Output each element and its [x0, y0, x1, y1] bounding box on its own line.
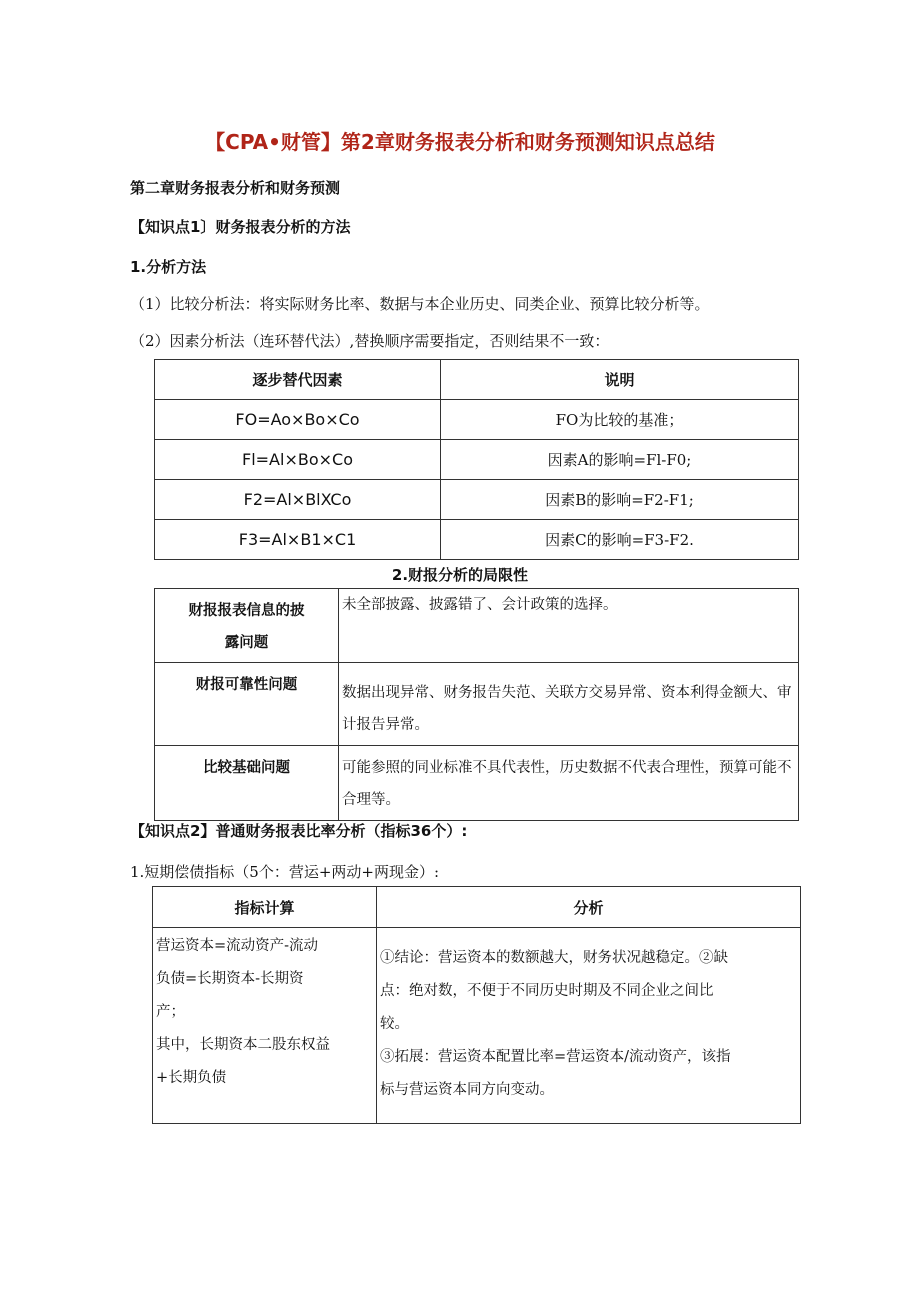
document-title: 【CPA•财管】第2章财务报表分析和财务预测知识点总结 — [205, 130, 715, 154]
factor-substitution-table — [154, 359, 799, 560]
limitation-label: 比较基础问题 — [155, 746, 339, 821]
formula-cell: FO=Ao×Bo×Co — [155, 400, 441, 440]
column-header: 分析 — [377, 887, 801, 928]
table-row — [155, 746, 799, 821]
formula-cell: F3=Al×B1×C1 — [155, 520, 441, 560]
comparison-method-text: （1）比较分析法：将实际财务比率、数据与本企业历史、同类企业、预算比较分析等。 — [130, 295, 710, 313]
short-term-solvency-heading: 1.短期偿债指标（5个：营运+两动+两现金）: — [130, 863, 440, 881]
knowledge-point-1-heading: 【知识点1〕财务报表分析的方法 — [130, 218, 351, 236]
formula-cell: Fl=Al×Bo×Co — [155, 440, 441, 480]
table-header-row — [153, 887, 801, 928]
limitation-label: 财报报表信息的披 露问题 — [155, 589, 339, 663]
description-cell: FO为比较的基准； — [441, 400, 799, 440]
column-header: 逐步替代因素 — [155, 360, 441, 400]
factor-method-text: （2）因素分析法（连环替代法）,替换顺序需要指定，否则结果不一致： — [130, 332, 610, 350]
column-header: 说明 — [441, 360, 799, 400]
knowledge-point-2-heading: 【知识点2】普通财务报表比率分析（指标36个）: — [130, 822, 468, 840]
table-header-row — [155, 360, 799, 400]
table-row — [155, 663, 799, 746]
analysis-cell: ①结论：营运资本的数额越大，财务状况越稳定。②缺 点：绝对数，不便于不同历史时期及不同企业之间比 较。 ③拓展：营运资本配置比率=营运资本/流动资产，该指 标与营运资本同方向变动。 — [377, 928, 801, 1124]
limitation-description: 未全部披露、披露错了、会计政策的选择。 — [339, 589, 799, 663]
limitations-heading: 2.财报分析的局限性 — [391, 566, 529, 584]
description-cell: 因素C的影响=F3-F2. — [441, 520, 799, 560]
description-cell: 因素A的影响=Fl-F0; — [441, 440, 799, 480]
table-row — [153, 928, 801, 1124]
chapter-heading: 第二章财务报表分析和财务预测 — [130, 179, 341, 197]
limitation-description: 数据出现异常、财务报告失范、关联方交易异常、资本利得金额大、审计报告异常。 — [339, 663, 799, 746]
table-row — [155, 589, 799, 663]
table-row — [155, 400, 799, 440]
description-cell: 因素B的影响=F2-F1; — [441, 480, 799, 520]
column-header: 指标计算 — [153, 887, 377, 928]
limitation-description: 可能参照的同业标准不具代表性，历史数据不代表合理性，预算可能不合理等。 — [339, 746, 799, 821]
table-row — [155, 440, 799, 480]
calculation-cell: 营运资本=流动资产-流动 负债=长期资本-长期资 产； 其中，长期资本二股东权益 +长期负债 — [153, 928, 377, 1124]
limitation-label: 财报可靠性问题 — [155, 663, 339, 746]
short-term-solvency-table — [152, 886, 801, 1124]
limitations-table — [154, 588, 799, 821]
formula-cell: F2=Al×BlXCo — [155, 480, 441, 520]
table-row — [155, 480, 799, 520]
section-analysis-methods: 1.分析方法 — [130, 258, 207, 276]
table-row — [155, 520, 799, 560]
